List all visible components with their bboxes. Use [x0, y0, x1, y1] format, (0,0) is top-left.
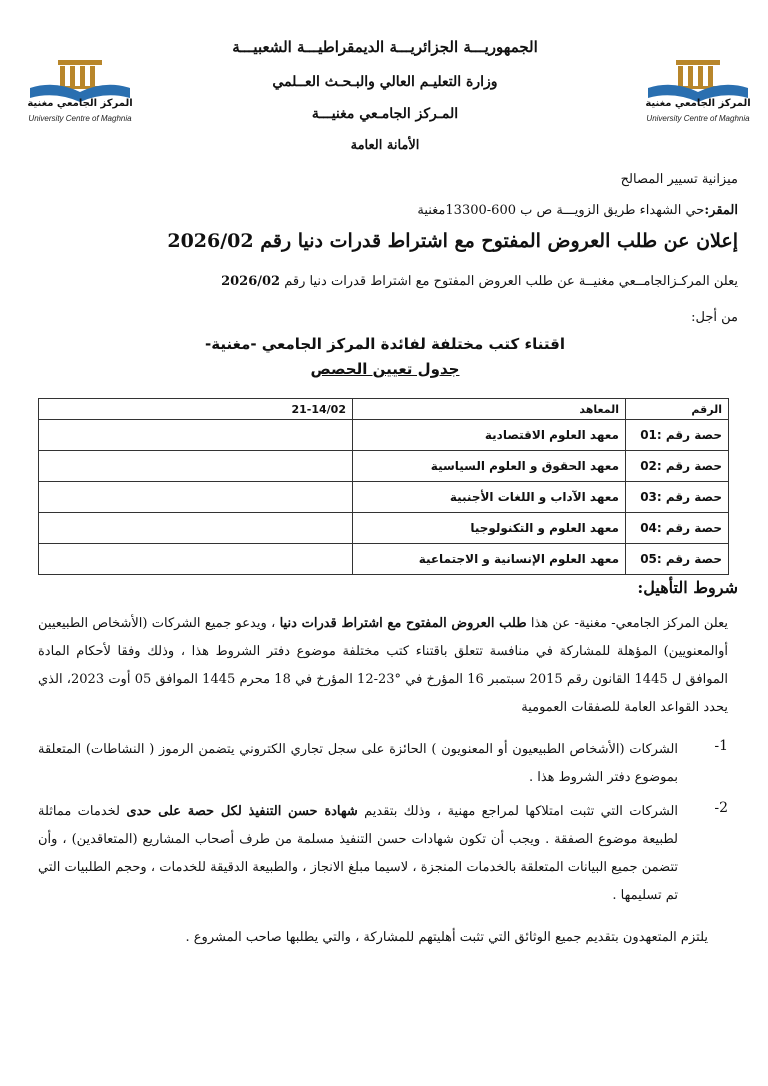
closing-statement: يلتزم المتعهدون بتقديم جميع الوثائق التي تثبت أهليتهم للمشاركة ، والتي يطلبها صاحب المشروع . — [185, 930, 708, 945]
qualification-item-1: الشركات (الأشخاص الطبيعيون أو المعنويون ) الحائزة على سجل تجاري الكتروني يتضمن الرموز ( النشاطات) المتعلقة بموضوع دفتر الشروط هذا . — [38, 742, 678, 785]
lot-empty-cell — [39, 544, 353, 575]
table-row — [39, 451, 729, 482]
center-heading: المـركز الجامـعي مغنيـــة — [311, 106, 459, 122]
university-building-icon — [638, 58, 758, 103]
header-number: الرقم — [626, 399, 729, 420]
item1-number: -1 — [714, 738, 728, 754]
lot-institute: معهد العلوم الاقتصادية — [353, 420, 626, 451]
logo-left-caption: University Centre of Maghnia — [28, 114, 132, 123]
header-institute: المعاهد — [353, 399, 626, 420]
table-row — [39, 513, 729, 544]
intro-part2: ، ويدعو جميع الشركات (الأشخاص الطبيعيين أوالمعنويين) المؤهلة للمشاركة في منافسة تتعلق باقتناء كتب مختلفة موضوع دفتر الشروط هذا ، وذلك وفقا لأحكام المادة الموافق ل 1445 القانون رقم 2015 سبتمبر 16 المؤرخ في °23-12 المؤرخ في 18 محرم 1445 الموافق 05 أوت 2023، الذي يحدد القواعد العامة للصفقات العمومية — [38, 616, 728, 715]
qualifications-title: شروط التأهيل: — [637, 578, 738, 597]
logo-right-caption: University Centre of Maghnia — [646, 114, 750, 123]
intro-number: 2026/02 — [221, 274, 281, 289]
logo-right-arabic: المركز الجامعي مغنية — [645, 98, 751, 109]
qualifications-intro — [38, 610, 728, 722]
announcement-intro — [28, 274, 738, 289]
table-row — [39, 544, 729, 575]
lot-institute: معهد الآداب و اللغات الأجنبية — [353, 482, 626, 513]
lot-empty-cell — [39, 451, 353, 482]
table-row — [39, 420, 729, 451]
item2-bold: شهادة حسن التنفيذ لكل حصة على حدى — [126, 804, 358, 819]
logo-left-arabic: المركز الجامعي مغنية — [27, 98, 133, 109]
university-building-icon — [20, 58, 140, 103]
ministry-heading: وزارة التعليـم العالي والبـحـث العــلمي — [272, 74, 498, 90]
lot-empty-cell — [39, 482, 353, 513]
intro-text: يعلن المركـزالجامــعي مغنيــة عن طلب العروض المفتوح مع اشتراط قدرات دنيا رقم — [284, 274, 738, 289]
header-date: 21-14/02 — [39, 399, 353, 420]
intro-part1: يعلن المركز الجامعي- مغنية- عن هذا — [530, 616, 728, 631]
lot-institute: معهد العلوم و التكنولوجيا — [353, 513, 626, 544]
item2-number: -2 — [714, 800, 728, 816]
lot-number: حصة رقم :01 — [626, 420, 729, 451]
lot-empty-cell — [39, 513, 353, 544]
republic-heading: الجمهوريـــة الجزائريـــة الديمقراطيـــة الشعبيـــة — [232, 38, 538, 56]
lot-number: حصة رقم :04 — [626, 513, 729, 544]
address-label: المقر: — [704, 203, 738, 218]
address-line — [417, 203, 738, 218]
announcement-title: إعلان عن طلب العروض المفتوح مع اشتراط قدرات دنيا رقم 2026/02 — [167, 230, 738, 252]
qualification-item-2 — [38, 798, 678, 910]
secretariat-heading: الأمانة العامة — [350, 138, 420, 153]
table-row — [39, 482, 729, 513]
table-header-row — [39, 399, 729, 420]
lot-empty-cell — [39, 420, 353, 451]
lot-institute: معهد العلوم الإنسانية و الاجتماعية — [353, 544, 626, 575]
lot-number: حصة رقم :03 — [626, 482, 729, 513]
lot-institute: معهد الحقوق و العلوم السياسية — [353, 451, 626, 482]
budget-line: ميزانية تسيير المصالح — [620, 172, 738, 187]
logo-left — [20, 58, 140, 128]
table-title: جدول تعيين الحصص — [310, 360, 460, 378]
subject-heading: اقتناء كتب مختلفة لفائدة المركز الجامعي -مغنية- — [205, 335, 565, 353]
address-text: حي الشهداء طريق الزويـــة ص ب 600-13300مغنية — [417, 203, 705, 218]
item2-part2: لخدمات مماثلة لطبيعة موضوع الصفقة . ويجب أن تكون شهادات حسن التنفيذ مسلمة من طرف أصحاب المشاريع (المتعاقدين) ، وأن تتضمن جميع البيانات المتعلقة بالخدمات المنجزة ، لاسيما مبلغ الانجاز ، والطبيعة الدقيقة للخدمات ، وحجم الطلبيات التي تم تسليمها . — [38, 804, 678, 903]
lots-table — [38, 398, 729, 575]
for-label: من أجل: — [691, 310, 738, 325]
logo-right — [638, 58, 758, 128]
item2-part1: الشركات التي تثبت امتلاكها لمراجع مهنية ، وذلك بتقديم — [364, 804, 678, 819]
lot-number: حصة رقم :05 — [626, 544, 729, 575]
intro-bold: طلب العروض المفتوح مع اشتراط قدرات دنيا — [279, 616, 527, 631]
lot-number: حصة رقم :02 — [626, 451, 729, 482]
